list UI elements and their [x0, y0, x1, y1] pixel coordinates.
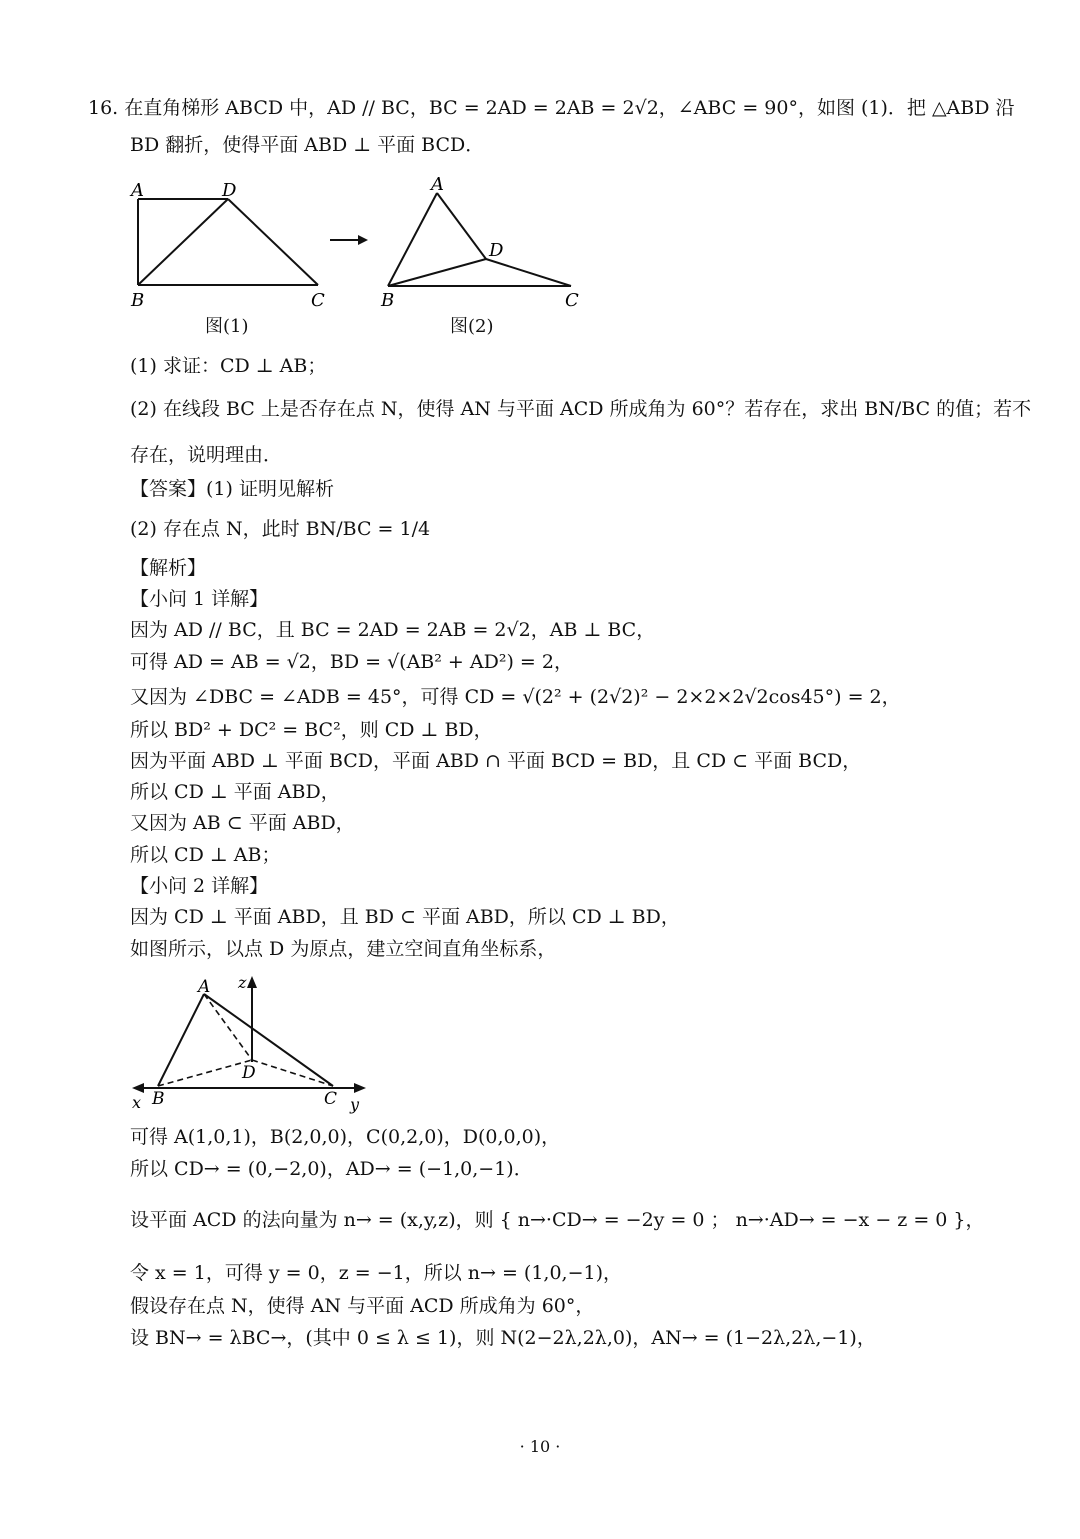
sub2-line: 所以 CD→ = (0,−2,0)，AD→ = (−1,0,−1)．	[130, 1158, 533, 1180]
fig3-label-x: x	[132, 1093, 142, 1112]
figure-3-coordinate-system	[128, 972, 378, 1114]
fig1-edge-dc	[228, 199, 318, 285]
sub1-line: 又因为 ∠DBC = ∠ADB = 45°，可得 CD = √(2² + (2√2)² − 2×2×2√2cos45°) = 2，	[130, 686, 901, 708]
fig2-edge-dc	[486, 259, 571, 286]
fig2-label-c: C	[565, 290, 579, 311]
answer-line-1: 【答案】(1) 证明见解析	[130, 478, 334, 500]
fig3-edge-ac	[204, 994, 333, 1086]
figure-2-caption: 图(2)	[450, 316, 494, 337]
fig3-label-z: z	[238, 973, 247, 992]
sub1-line: 所以 BD² + DC² = BC²，则 CD ⊥ BD，	[130, 719, 493, 741]
fig3-label-a: A	[198, 977, 211, 997]
fig3-label-y: y	[350, 1095, 360, 1114]
page-number: · 10 ·	[519, 1437, 561, 1456]
sub2-line: 可得 A(1,0,1)，B(2,0,0)，C(0,2,0)，D(0,0,0)，	[130, 1126, 561, 1148]
analysis-heading: 【解析】	[130, 557, 207, 579]
sub2-line: 如图所示，以点 D 为原点，建立空间直角坐标系，	[130, 938, 557, 960]
fig3-label-b: B	[152, 1089, 165, 1109]
question-stem-line-1: 16. 在直角梯形 ABCD 中，AD // BC，BC = 2AD = 2AB = 2√2，∠ABC = 90°，如图 (1)．把 △ABD 沿	[88, 97, 1015, 119]
sub1-line: 因为 AD // BC，且 BC = 2AD = 2AB = 2√2，AB ⊥ BC，	[130, 619, 656, 641]
sub1-line: 因为平面 ABD ⊥ 平面 BCD，平面 ABD ∩ 平面 BCD = BD，且 CD ⊂ 平面 BCD，	[130, 750, 862, 772]
sub2-line: 设平面 ACD 的法向量为 n→ = (x,y,z)，则 { n→·CD→ = −2y = 0 ； n→·AD→ = −x − z = 0 }，	[130, 1209, 985, 1231]
fig3-edge-bd	[158, 1060, 252, 1086]
question-part-1: (1) 求证：CD ⊥ AB；	[130, 355, 327, 377]
fig2-edge-ab	[388, 193, 437, 286]
sub1-line: 可得 AD = AB = √2，BD = √(AB² + AD²) = 2，	[130, 651, 573, 673]
z-axis-arrow-icon	[247, 976, 257, 988]
sub1-line: 又因为 AB ⊂ 平面 ABD，	[130, 812, 355, 834]
fig1-edge-bd	[138, 199, 228, 285]
sub2-line: 因为 CD ⊥ 平面 ABD，且 BD ⊂ 平面 ABD，所以 CD ⊥ BD，	[130, 906, 680, 928]
y-axis-arrow-icon	[354, 1083, 366, 1093]
fig2-edge-ad	[437, 193, 486, 259]
figure-1-caption: 图(1)	[205, 316, 249, 337]
answer-line-2: (2) 存在点 N，此时 BN/BC = 1/4	[130, 518, 431, 540]
sub2-line: 假设存在点 N，使得 AN 与平面 ACD 所成角为 60°，	[130, 1295, 595, 1317]
sub2-line: 设 BN→ = λBC→，(其中 0 ≤ λ ≤ 1)，则 N(2−2λ,2λ,0)，AN→ = (1−2λ,2λ,−1)，	[130, 1327, 876, 1349]
fig3-edge-ad	[204, 994, 252, 1060]
fig3-label-d: D	[242, 1063, 256, 1083]
fig1-label-c: C	[311, 290, 325, 311]
fig2-edge-bd	[388, 259, 486, 286]
fig2-label-b: B	[381, 290, 395, 311]
fig3-label-c: C	[324, 1089, 338, 1109]
sub2-heading: 【小问 2 详解】	[130, 875, 269, 897]
sub1-line: 所以 CD ⊥ 平面 ABD，	[130, 781, 340, 803]
fig1-label-d: D	[222, 180, 237, 201]
sub1-heading: 【小问 1 详解】	[130, 588, 269, 610]
x-axis-arrow-icon	[132, 1083, 144, 1093]
question-stem-line-2: BD 翻折，使得平面 ABD ⊥ 平面 BCD．	[130, 134, 485, 156]
fig2-label-d: D	[489, 240, 504, 261]
fig3-edge-dc	[252, 1060, 333, 1086]
question-part-2-line-1: (2) 在线段 BC 上是否存在点 N，使得 AN 与平面 ACD 所成角为 60°？若存在，求出 BN/BC 的值；若不	[130, 398, 1032, 420]
question-part-2-line-2: 存在，说明理由．	[130, 444, 283, 466]
figure-1-trapezoid	[125, 178, 335, 313]
sub2-line: 令 x = 1，可得 y = 0，z = −1，所以 n→ = (1,0,−1)，	[130, 1262, 623, 1284]
fig3-edge-ab	[158, 994, 204, 1086]
arrow-right-icon	[328, 232, 370, 248]
fig1-label-a: A	[131, 180, 144, 201]
figure-2-folded	[375, 172, 590, 314]
fig1-label-b: B	[131, 290, 145, 311]
sub1-line: 所以 CD ⊥ AB；	[130, 844, 281, 866]
fig2-label-a: A	[431, 174, 444, 195]
